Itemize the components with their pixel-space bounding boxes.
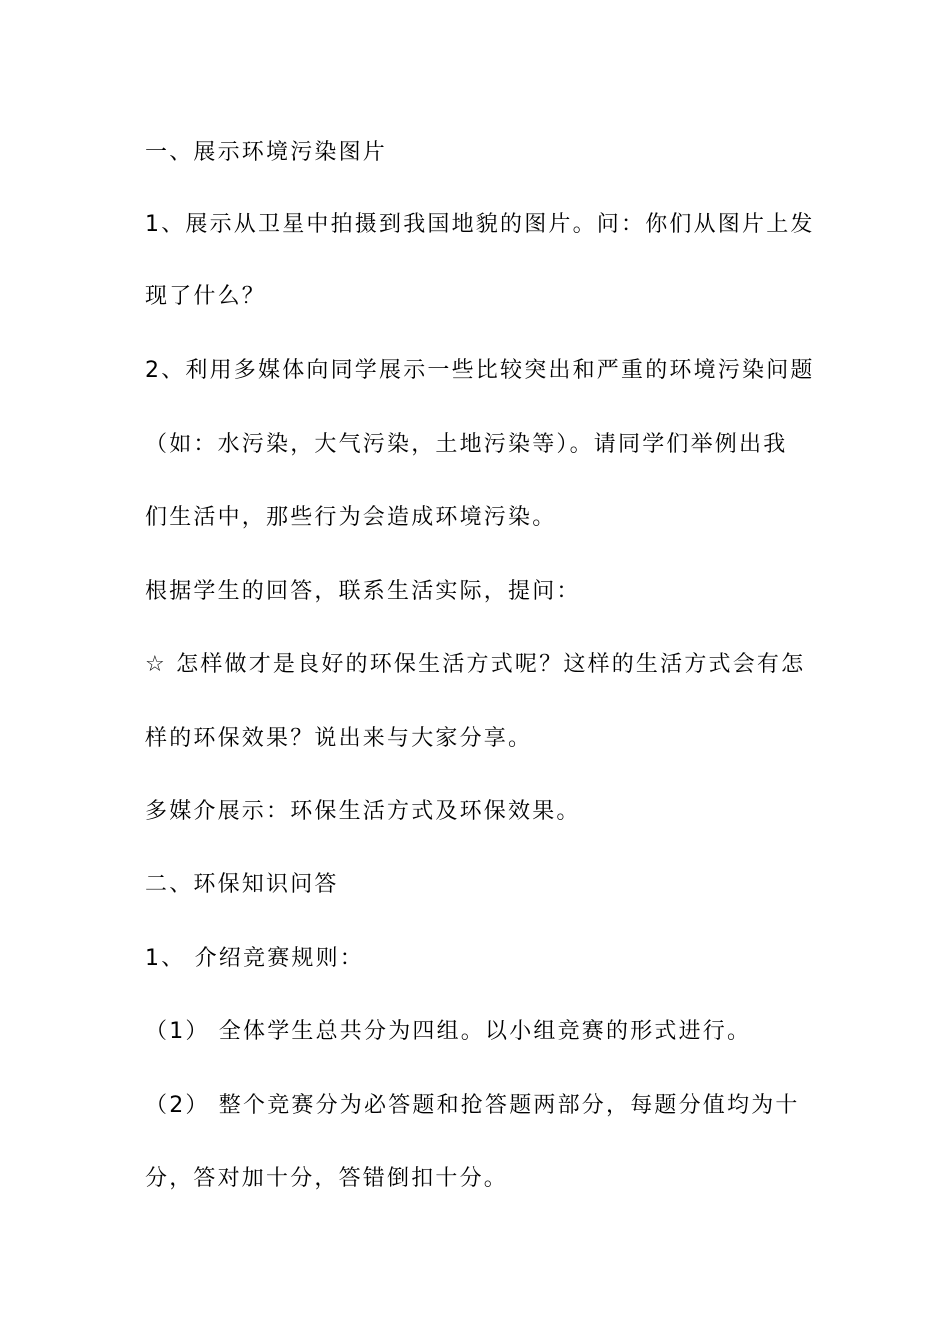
paragraph-line: （如：水污染，大气污染，土地污染等）。请同学们举例出我 (145, 432, 788, 457)
paragraph-line: 分，答对加十分，答错倒扣十分。 (145, 1166, 509, 1191)
section-heading-eco-quiz: 二、环保知识问答 (145, 872, 339, 897)
paragraph-line: 根据学生的回答，联系生活实际，提问： (145, 579, 581, 604)
paragraph-line: （1） 全体学生总共分为四组。以小组竞赛的形式进行。 (145, 1019, 752, 1044)
paragraph-line: 多媒介展示：环保生活方式及环保效果。 (145, 799, 581, 824)
section-heading-pollution-images: 一、展示环境污染图片 (145, 140, 388, 165)
paragraph-line: 现了什么？ (145, 284, 267, 309)
paragraph-line: （2） 整个竞赛分为必答题和抢答题两部分，每题分值均为十 (145, 1093, 800, 1118)
paragraph-line: 2、利用多媒体向同学展示一些比较突出和严重的环境污染问题 (145, 358, 815, 383)
paragraph-line: 样的环保效果？说出来与大家分享。 (145, 726, 533, 751)
paragraph-line: ☆ 怎样做才是良好的环保生活方式呢？这样的生活方式会有怎 (145, 652, 806, 677)
paragraph-line: 1、展示从卫星中拍摄到我国地貌的图片。问：你们从图片上发 (145, 212, 815, 237)
paragraph-line: 1、 介绍竞赛规则： (145, 946, 364, 971)
paragraph-line: 们生活中，那些行为会造成环境污染。 (145, 505, 557, 530)
